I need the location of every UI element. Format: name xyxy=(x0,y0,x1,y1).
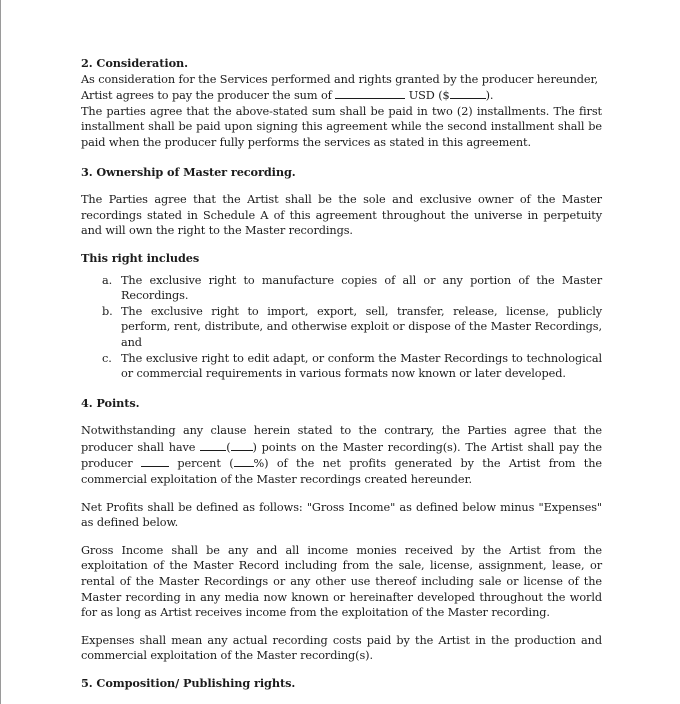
points-text-b: ( xyxy=(226,440,231,454)
consideration-line-2c: ). xyxy=(485,89,494,103)
points-number-blank[interactable] xyxy=(231,439,253,451)
list-marker: a. xyxy=(102,273,113,287)
section-heading-points: 4. Points. xyxy=(81,395,140,410)
points-text-d: percent ( xyxy=(168,457,234,471)
consideration-line-2b: USD ($ xyxy=(405,89,450,103)
section-heading-composition: 5. Composition/ Publishing rights. xyxy=(81,676,296,690)
section-heading-consideration: 2. Consideration. xyxy=(81,56,188,70)
page-left-edge xyxy=(0,0,1,704)
consideration-line-1: As consideration for the Services performed and rights granted by the producer hereunder, xyxy=(81,72,599,86)
installments-paragraph: The parties agree that the above-stated sum shall be paid in two (2) installments. The first installment shall be paid upon signing this agreement while the second installment shall be paid when the producer fully performs the services as stated in this agreement. xyxy=(81,104,602,149)
list-item-text: The exclusive right to edit adapt, or conform the Master Recordings to technological or commercial requirements in various formats now known or later developed. xyxy=(121,351,602,381)
list-item xyxy=(81,304,602,351)
points-text-a: Notwithstanding any clause herein stated to the contrary, the Parties agree that the producer shall have xyxy=(81,424,602,454)
percent-number-blank[interactable] xyxy=(234,455,254,467)
rights-list xyxy=(81,273,602,382)
consideration-line-2a: Artist agrees to pay the producer the sum of xyxy=(81,89,336,103)
gross-income-paragraph: Gross Income shall be any and all income monies received by the Artist from the exploitation of the Master Record including from the sale, license, assignment, lease, or rental of the Master Recordings or any other use thereof including sale or license of the Master recording in any media now known or hereinafter developed throughout the world for as long as Artist receives income from the exploitation of the Master recording. xyxy=(81,543,602,620)
list-item xyxy=(81,351,602,382)
points-text-e: %) of the net profits generated by the Artist from the commercial exploitation of the Master recordings created hereunder. xyxy=(81,457,602,487)
list-marker: c. xyxy=(102,351,112,365)
expenses-paragraph: Expenses shall mean any actual recording costs paid by the Artist in the production and commercial exploitation of the Master recording(s). xyxy=(81,633,602,663)
list-item xyxy=(81,273,602,304)
list-marker: b. xyxy=(102,304,113,318)
list-item-text: The exclusive right to import, export, sell, transfer, release, license, publicly perform, rent, distribute, and otherwise exploit or dispose of the Master Recordings, and xyxy=(121,304,602,349)
consideration-paragraph xyxy=(81,72,602,104)
ownership-paragraph: The Parties agree that the Artist shall be the sole and exclusive owner of the Master recordings stated in Schedule A of this agreement throughout the universe in perpetuity and will own the right to the Master recordings. xyxy=(81,193,602,238)
points-text-c: ) points on the Master recording(s). The Artist shall pay the producer xyxy=(81,440,602,471)
sum-dollar-blank[interactable] xyxy=(450,87,486,99)
document-page xyxy=(81,56,602,692)
points-paragraph xyxy=(81,423,602,487)
rights-subheading: This right includes xyxy=(81,250,200,265)
list-item-text: The exclusive right to manufacture copies of all or any portion of the Master Recordings. xyxy=(121,273,602,303)
sum-amount-blank[interactable] xyxy=(335,87,405,99)
net-profits-paragraph: Net Profits shall be defined as follows: "Gross Income" as defined below minus "Expenses" as defined below. xyxy=(81,500,602,530)
points-word-blank[interactable] xyxy=(200,439,226,451)
percent-word-blank[interactable] xyxy=(141,455,169,467)
section-heading-ownership: 3. Ownership of Master recording. xyxy=(81,164,296,179)
